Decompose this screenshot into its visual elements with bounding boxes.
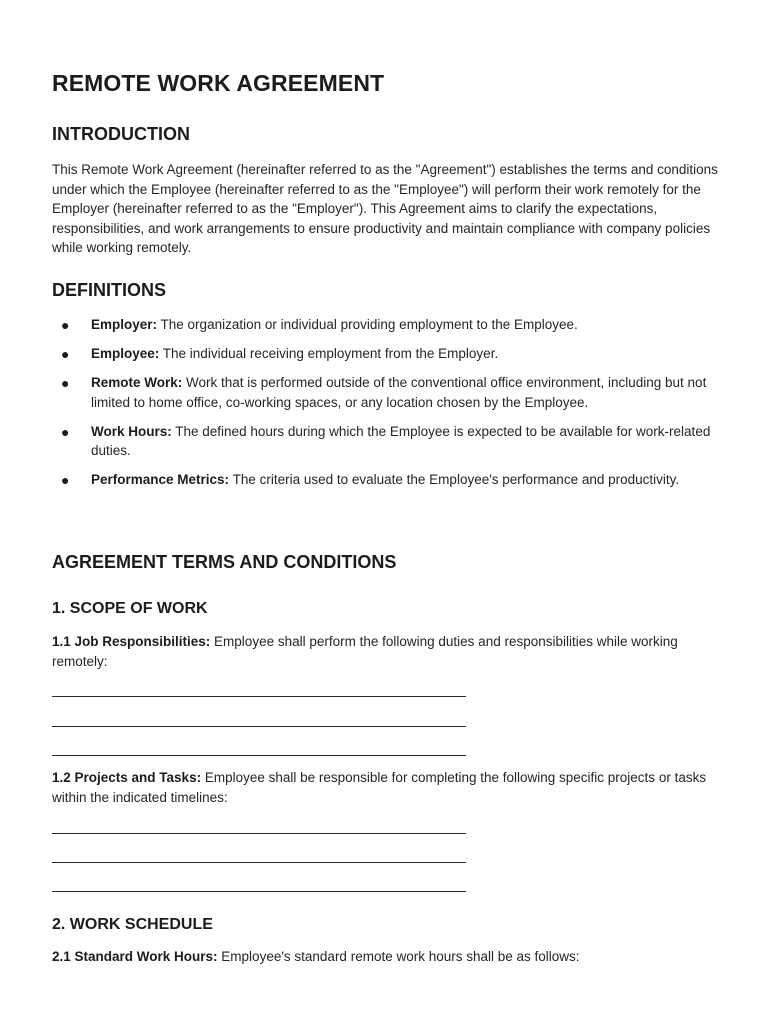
projects-tasks-blank-2[interactable] xyxy=(52,862,466,863)
list-item xyxy=(52,344,722,364)
scope-of-work-heading: 1. SCOPE OF WORK xyxy=(52,600,208,617)
list-item xyxy=(52,470,722,490)
projects-tasks-text: Employee shall be responsible for completing the following specific projects or tasks within the indicated timelines: xyxy=(52,770,707,805)
job-responsibilities-blank-2[interactable] xyxy=(52,726,466,727)
bullet-icon: ● xyxy=(61,317,70,333)
job-responsibilities-label: 1.1 Job Responsibilities: xyxy=(52,634,211,649)
projects-tasks-blank-3[interactable] xyxy=(52,891,466,892)
list-item xyxy=(52,315,722,335)
definition-text: The individual receiving employment from the Employer. xyxy=(159,345,499,361)
definition-term: Employee: xyxy=(91,345,160,361)
job-responsibilities-blank-1[interactable] xyxy=(52,696,466,697)
bullet-icon: ● xyxy=(61,472,70,489)
projects-tasks-label: 1.2 Projects and Tasks: xyxy=(52,770,202,785)
list-item xyxy=(52,373,722,412)
definition-text: Work that is performed outside of the conventional office environment, including but not limited to home office, co-working spaces, or any location chosen by the Employee. xyxy=(91,374,707,410)
document-title: REMOTE WORK AGREEMENT xyxy=(52,70,385,96)
bullet-icon: ● xyxy=(61,423,70,440)
standard-work-hours-text: Employee's standard remote work hours shall be as follows: xyxy=(217,949,580,964)
work-schedule-heading: 2. WORK SCHEDULE xyxy=(52,916,213,933)
job-responsibilities-text: Employee shall perform the following duties and responsibilities while working remotely: xyxy=(52,634,678,669)
bullet-icon: ● xyxy=(61,374,70,391)
definition-text: The defined hours during which the Employee is expected to be available for work-related duties. xyxy=(91,423,711,459)
list-item xyxy=(52,422,722,461)
job-responsibilities-blank-3[interactable] xyxy=(52,755,466,756)
job-responsibilities-paragraph xyxy=(52,632,722,671)
terms-heading: AGREEMENT TERMS AND CONDITIONS xyxy=(52,552,397,572)
introduction-heading: INTRODUCTION xyxy=(52,124,190,144)
standard-work-hours-label: 2.1 Standard Work Hours: xyxy=(52,949,218,964)
definition-text: The organization or individual providing employment to the Employee. xyxy=(157,317,578,332)
definition-term: Employer: xyxy=(91,317,158,332)
definition-term: Remote Work: xyxy=(91,374,183,390)
definitions-list xyxy=(52,315,722,490)
definitions-heading: DEFINITIONS xyxy=(52,280,167,300)
standard-work-hours-paragraph xyxy=(52,947,722,967)
bullet-icon: ● xyxy=(61,345,70,362)
introduction-paragraph: This Remote Work Agreement (hereinafter referred to as the "Agreement") establishes the terms and conditions under which the Employee (hereinafter referred to as the "Employee") will perform their work remotely for the Employer (hereinafter referred to as the "Employer"). This Agreement aims to clarify the expectations, responsibilities, and work arrangements to ensure productivity and maintain compliance with company policies while working remotely. xyxy=(52,162,718,256)
projects-tasks-blank-1[interactable] xyxy=(52,833,466,834)
projects-tasks-paragraph xyxy=(52,768,722,807)
definition-term: Work Hours: xyxy=(91,423,172,439)
definition-term: Performance Metrics: xyxy=(91,472,230,488)
definition-text: The criteria used to evaluate the Employee's performance and productivity. xyxy=(229,472,680,488)
